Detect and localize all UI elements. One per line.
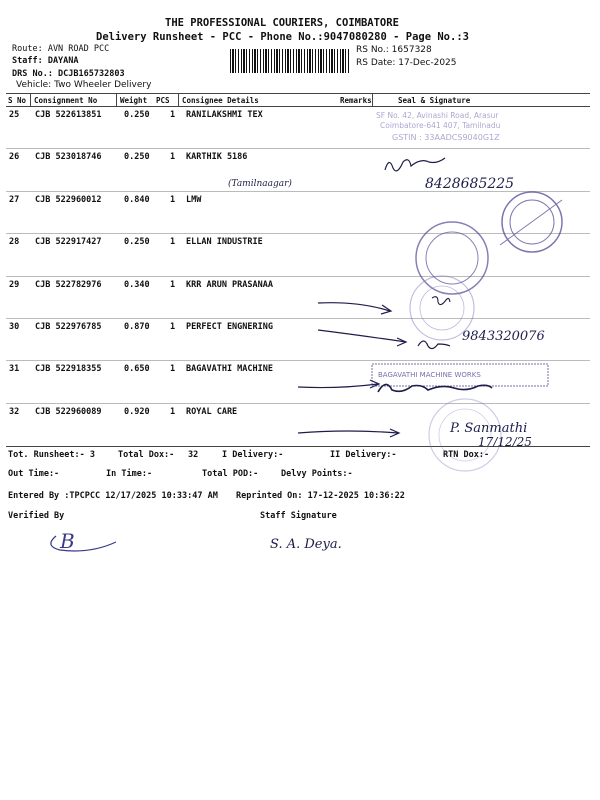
cell-weight: 0.840 (124, 194, 150, 205)
cell-consignment: CJB 522918355 (35, 364, 102, 375)
cell-weight: 0.250 (124, 237, 150, 248)
cell-sno: 28 (9, 237, 20, 248)
drs-barcode (230, 49, 350, 73)
cell-pcs: 1 (170, 406, 176, 417)
entered-by: Entered By :TPCPCC 12/17/2025 10:33:47 AM (8, 491, 218, 501)
row-divider (6, 233, 590, 234)
in-time: In Time:- (106, 469, 153, 479)
staff-signature-label: Staff Signature (260, 511, 337, 521)
cell-consignee: LMW (186, 194, 202, 205)
cell-consignee: KARTHIK 5186 (186, 152, 248, 163)
arrow-row29 (318, 303, 391, 314)
round-seal-stamp-1 (500, 192, 562, 252)
route-label: Route: AVN ROAD PCC (12, 44, 110, 54)
cell-consignee: BAGAVATHI MACHINE (186, 364, 273, 375)
stamp-top-line2: Coimbatore-641 407, Tamilnadu (380, 121, 501, 130)
table-top-border (6, 93, 590, 94)
col-pcs: PCS (156, 96, 170, 105)
row-divider (6, 191, 590, 192)
runsheet-subtitle: Delivery Runsheet - PCC - Phone No.:9047080280 - Page No.:3 (96, 31, 469, 43)
stamp-top-line1: SF No. 42, Avinashi Road, Arasur (376, 111, 499, 120)
col-consignment: Consignment No (34, 96, 98, 105)
cell-consignment: CJB 522960012 (35, 194, 102, 205)
col-sno: S No (8, 96, 27, 105)
verified-signature: B (60, 529, 75, 553)
company-title: THE PROFESSIONAL COURIERS, COIMBATORE (165, 17, 399, 29)
vehicle-label: Vehicle: Two Wheeler Delivery (16, 80, 152, 90)
rs-number: RS No.: 1657328 (356, 45, 432, 55)
cell-weight: 0.870 (124, 322, 150, 332)
cell-sno: 27 (9, 194, 20, 205)
round-seal-stamp-3 (410, 276, 474, 340)
row-divider (6, 318, 590, 319)
cell-weight: 0.650 (124, 364, 150, 375)
cell-pcs: 1 (170, 322, 176, 332)
cell-sno: 31 (9, 364, 20, 375)
cell-consignment: CJB 522976785 (35, 322, 102, 332)
cell-sno: 32 (9, 406, 20, 417)
col-seal-signature: Seal & Signature (398, 96, 471, 105)
col-weight: Weight (120, 96, 148, 105)
drs-number: DRS No.: DCJB165732803 (12, 69, 125, 79)
cell-consignment: CJB 523018746 (35, 152, 102, 163)
company-seal-stamp (376, 111, 501, 142)
ii-delivery: II Delivery:- (330, 450, 397, 460)
stamp-top-gstin: GSTIN : 33AADCS9040G1Z (392, 133, 500, 142)
row-divider (6, 276, 590, 277)
table-header-border (6, 106, 590, 107)
cell-pcs: 1 (170, 237, 176, 248)
i-delivery: I Delivery:- (222, 450, 284, 460)
total-dox-label: Total Dox:- (118, 450, 175, 460)
cell-consignee: ROYAL CARE (186, 406, 238, 417)
table-bottom-border (6, 446, 590, 447)
reprinted-on: Reprinted On: 17-12-2025 10:36:22 (236, 491, 405, 501)
cell-sno: 26 (9, 152, 20, 163)
out-time: Out Time:- (8, 469, 60, 479)
signature-row26 (385, 158, 445, 171)
staff-label: Staff: DAYANA (12, 56, 79, 66)
arrow-row31 (298, 380, 379, 388)
cell-sno: 29 (9, 279, 20, 290)
rs-date: RS Date: 17-Dec-2025 (356, 58, 457, 68)
cell-pcs: 1 (170, 364, 176, 375)
stamp-bagavathi: BAGAVATHI MACHINE WORKS (378, 371, 481, 379)
cell-consignment: CJB 522613851 (35, 110, 102, 120)
cell-weight: 0.250 (124, 152, 150, 163)
arrow-row32 (298, 429, 399, 437)
row-divider (6, 403, 590, 404)
rtn-dox: RTN Dox:- (443, 450, 490, 460)
cell-pcs: 1 (170, 194, 176, 205)
tamil-nagar-note: (Tamilnaagar) (228, 179, 292, 189)
bagavathi-stamp (372, 364, 548, 386)
cell-consignment: CJB 522960089 (35, 406, 102, 417)
total-dox-value: 32 (188, 450, 199, 460)
signature-row29 (432, 297, 450, 305)
row-divider (6, 360, 590, 361)
signature-row32: P. Sanmathi (450, 421, 528, 436)
cell-pcs: 1 (170, 152, 176, 163)
cell-consignee: KRR ARUN PRASANAA (186, 279, 273, 290)
col-consignee: Consignee Details (182, 96, 259, 105)
date-row32: 17/12/25 (478, 435, 532, 449)
round-seal-stamp-4 (429, 399, 501, 471)
phone-row30: 9843320076 (462, 329, 545, 344)
arrow-row30 (318, 330, 406, 346)
total-pod: Total POD:- (202, 469, 259, 479)
cell-sno: 25 (9, 110, 20, 120)
verified-signature-stroke (51, 536, 116, 551)
total-runsheet: Tot. Runsheet:- 3 (8, 450, 95, 460)
cell-weight: 0.920 (124, 406, 150, 417)
phone-row26: 8428685225 (425, 176, 515, 192)
cell-weight: 0.250 (124, 110, 150, 120)
cell-consignee: RANILAKSHMI TEX (186, 110, 263, 120)
col-remarks: Remarks (340, 96, 372, 105)
cell-weight: 0.340 (124, 279, 150, 290)
row-divider (6, 148, 590, 149)
cell-consignment: CJB 522782976 (35, 279, 102, 290)
delvy-points: Delvy Points:- (281, 469, 353, 479)
cell-pcs: 1 (170, 279, 176, 290)
cell-consignee: PERFECT ENGNERING (186, 322, 273, 332)
signature-row30 (418, 341, 450, 349)
staff-signature: S. A. Deya. (270, 537, 342, 552)
verified-by-label: Verified By (8, 511, 65, 521)
cell-pcs: 1 (170, 110, 176, 120)
cell-consignee: ELLAN INDUSTRIE (186, 237, 263, 248)
cell-sno: 30 (9, 322, 20, 332)
signature-row31 (378, 384, 492, 392)
cell-consignment: CJB 522917427 (35, 237, 102, 248)
